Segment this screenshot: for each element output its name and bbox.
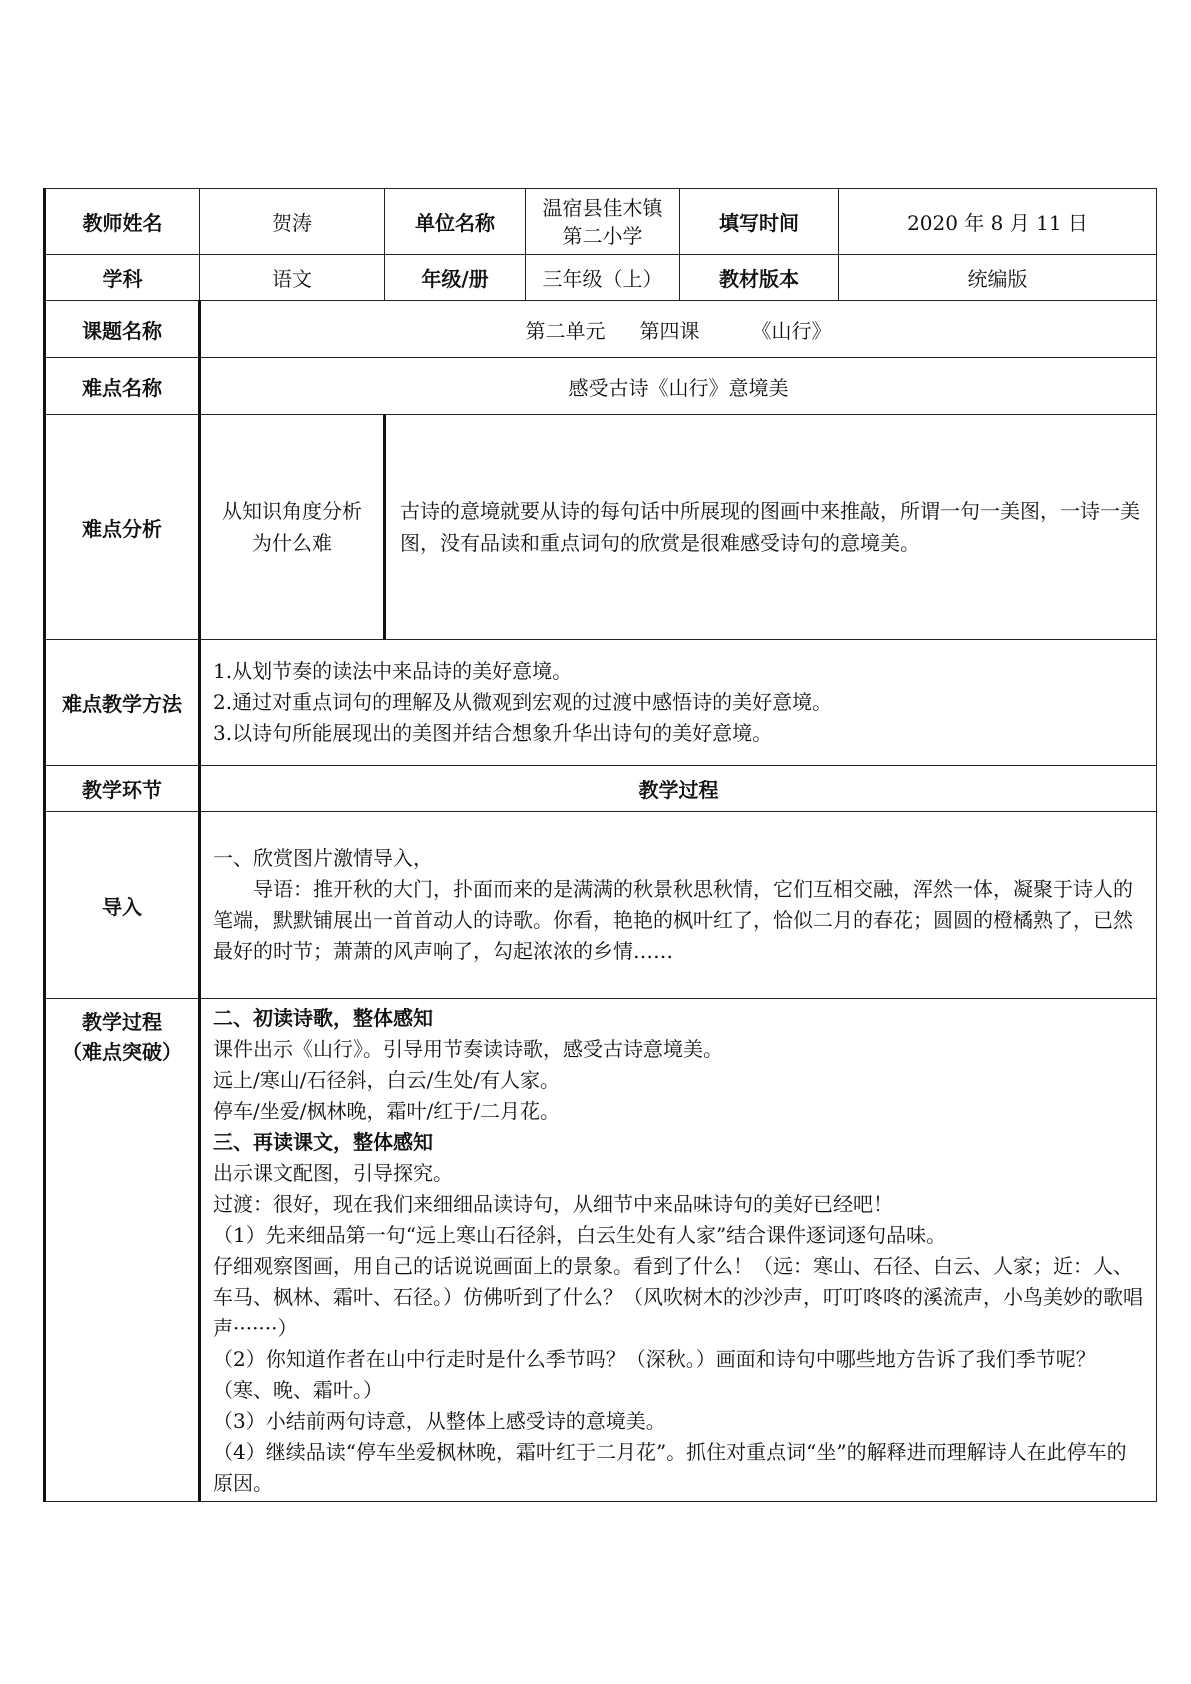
process-content: [200, 999, 1157, 1502]
analysis-sublabel: 从知识角度分析为什么难: [200, 415, 385, 640]
topic-row: [45, 301, 1157, 358]
method-row: [45, 640, 1157, 766]
intro-row: [45, 812, 1157, 999]
process-line: 出示课文配图，引导探究。: [213, 1161, 453, 1185]
subject-value: 语文: [200, 255, 385, 301]
date-label: 填写时间: [680, 189, 839, 255]
method-list: [200, 640, 1157, 766]
topic-title: 《山行》: [751, 318, 832, 343]
edition-value: 统编版: [839, 255, 1157, 301]
method-label: 难点教学方法: [45, 640, 200, 766]
process-line: 仔细观察图画，用自己的话说说画面上的景象。看到了什么！（远：寒山、石径、白云、人家；近：人、车马、枫林、霜叶、石径。）仿佛听到了什么？（风吹树木的沙沙声，叮叮咚咚的溪流声，小鸟美妙的歌唱声·······）: [213, 1254, 1143, 1340]
difficulty-row: [45, 358, 1157, 415]
intro-content: [200, 812, 1157, 999]
process-line: （4）继续品读“停车坐爱枫林晚，霜叶红于二月花”。抓住对重点词“坐”的解释进而理解诗人在此停车的原因。: [213, 1440, 1127, 1495]
topic-unit: 第二单元: [525, 318, 606, 343]
edition-label: 教材版本: [680, 255, 839, 301]
unit-value: 温宿县佳木镇第二小学: [526, 189, 680, 255]
grade-value: 三年级（上）: [526, 255, 680, 301]
date-value: 2020 年 8 月 11 日: [839, 189, 1157, 255]
analysis-label: 难点分析: [45, 415, 200, 640]
info-row-2: [45, 255, 1157, 301]
process-line: 课件出示《山行》。引导用节奏读诗歌，感受古诗意境美。: [213, 1037, 723, 1061]
method-item: 3.以诗句所能展现出的美图并结合想象升华出诗句的美好意境。: [213, 721, 773, 745]
process-line: （2）你知道作者在山中行走时是什么季节吗？（深秋。）画面和诗句中哪些地方告诉了我们季节呢？（寒、晚、霜叶。）: [213, 1347, 1096, 1402]
subject-label: 学科: [45, 255, 200, 301]
method-item: 1.从划节奏的读法中来品诗的美好意境。: [213, 659, 573, 683]
process-header: 教学过程: [200, 766, 1157, 812]
analysis-row: [45, 415, 1157, 640]
unit-label: 单位名称: [385, 189, 526, 255]
topic-lesson: 第四课: [639, 318, 700, 343]
process-label-line1: 教学过程: [82, 1010, 162, 1034]
process-row: [45, 999, 1157, 1502]
lesson-plan-sheet: [43, 188, 1155, 1502]
difficulty-value: 感受古诗《山行》意境美: [200, 358, 1157, 415]
process-line: （3）小结前两句诗意，从整体上感受诗的意境美。: [213, 1409, 666, 1433]
difficulty-label: 难点名称: [45, 358, 200, 415]
method-item: 2.通过对重点词句的理解及从微观到宏观的过渡中感悟诗的美好意境。: [213, 690, 833, 714]
grade-label: 年级/册: [385, 255, 526, 301]
teacher-label: 教师姓名: [45, 189, 200, 255]
process-heading: 三、再读课文，整体感知: [213, 1130, 433, 1154]
lesson-plan-table: [43, 188, 1157, 1502]
process-line: 过渡：很好，现在我们来细细品读诗句，从细节中来品味诗句的美好已经吧！: [213, 1192, 893, 1216]
section-header-row: [45, 766, 1157, 812]
poem-line: 远上/寒山/石径斜，白云/生处/有人家。: [213, 1068, 560, 1092]
process-line: （1）先来细品第一句“远上寒山石径斜，白云生处有人家”结合课件逐词逐句品味。: [213, 1223, 947, 1247]
process-heading: 二、初读诗歌，整体感知: [213, 1006, 433, 1030]
poem-line: 停车/坐爱/枫林晚，霜叶/红于/二月花。: [213, 1099, 560, 1123]
topic-label: 课题名称: [45, 301, 200, 358]
analysis-text: 古诗的意境就要从诗的每句话中所展现的图画中来推敲，所谓一句一美图，一诗一美图，没有品读和重点词句的欣赏是很难感受诗句的意境美。: [385, 415, 1157, 640]
stage-header: 教学环节: [45, 766, 200, 812]
process-label-line2: （难点突破）: [62, 1040, 182, 1064]
intro-label: 导入: [45, 812, 200, 999]
intro-text: 导语：推开秋的大门，扑面而来的是满满的秋景秋思秋情，它们互相交融，浑然一体，凝聚于诗人的笔端，默默铺展出一首首动人的诗歌。你看，艳艳的枫叶红了，恰似二月的春花；圆圆的橙橘熟了，已然最好的时节；萧萧的风声响了，勾起浓浓的乡情……: [213, 877, 1133, 963]
intro-heading: 一、欣赏图片激情导入，: [213, 846, 433, 870]
info-row-1: [45, 189, 1157, 255]
topic-value: [200, 301, 1157, 358]
teacher-value: 贺涛: [200, 189, 385, 255]
process-label: [45, 999, 200, 1502]
